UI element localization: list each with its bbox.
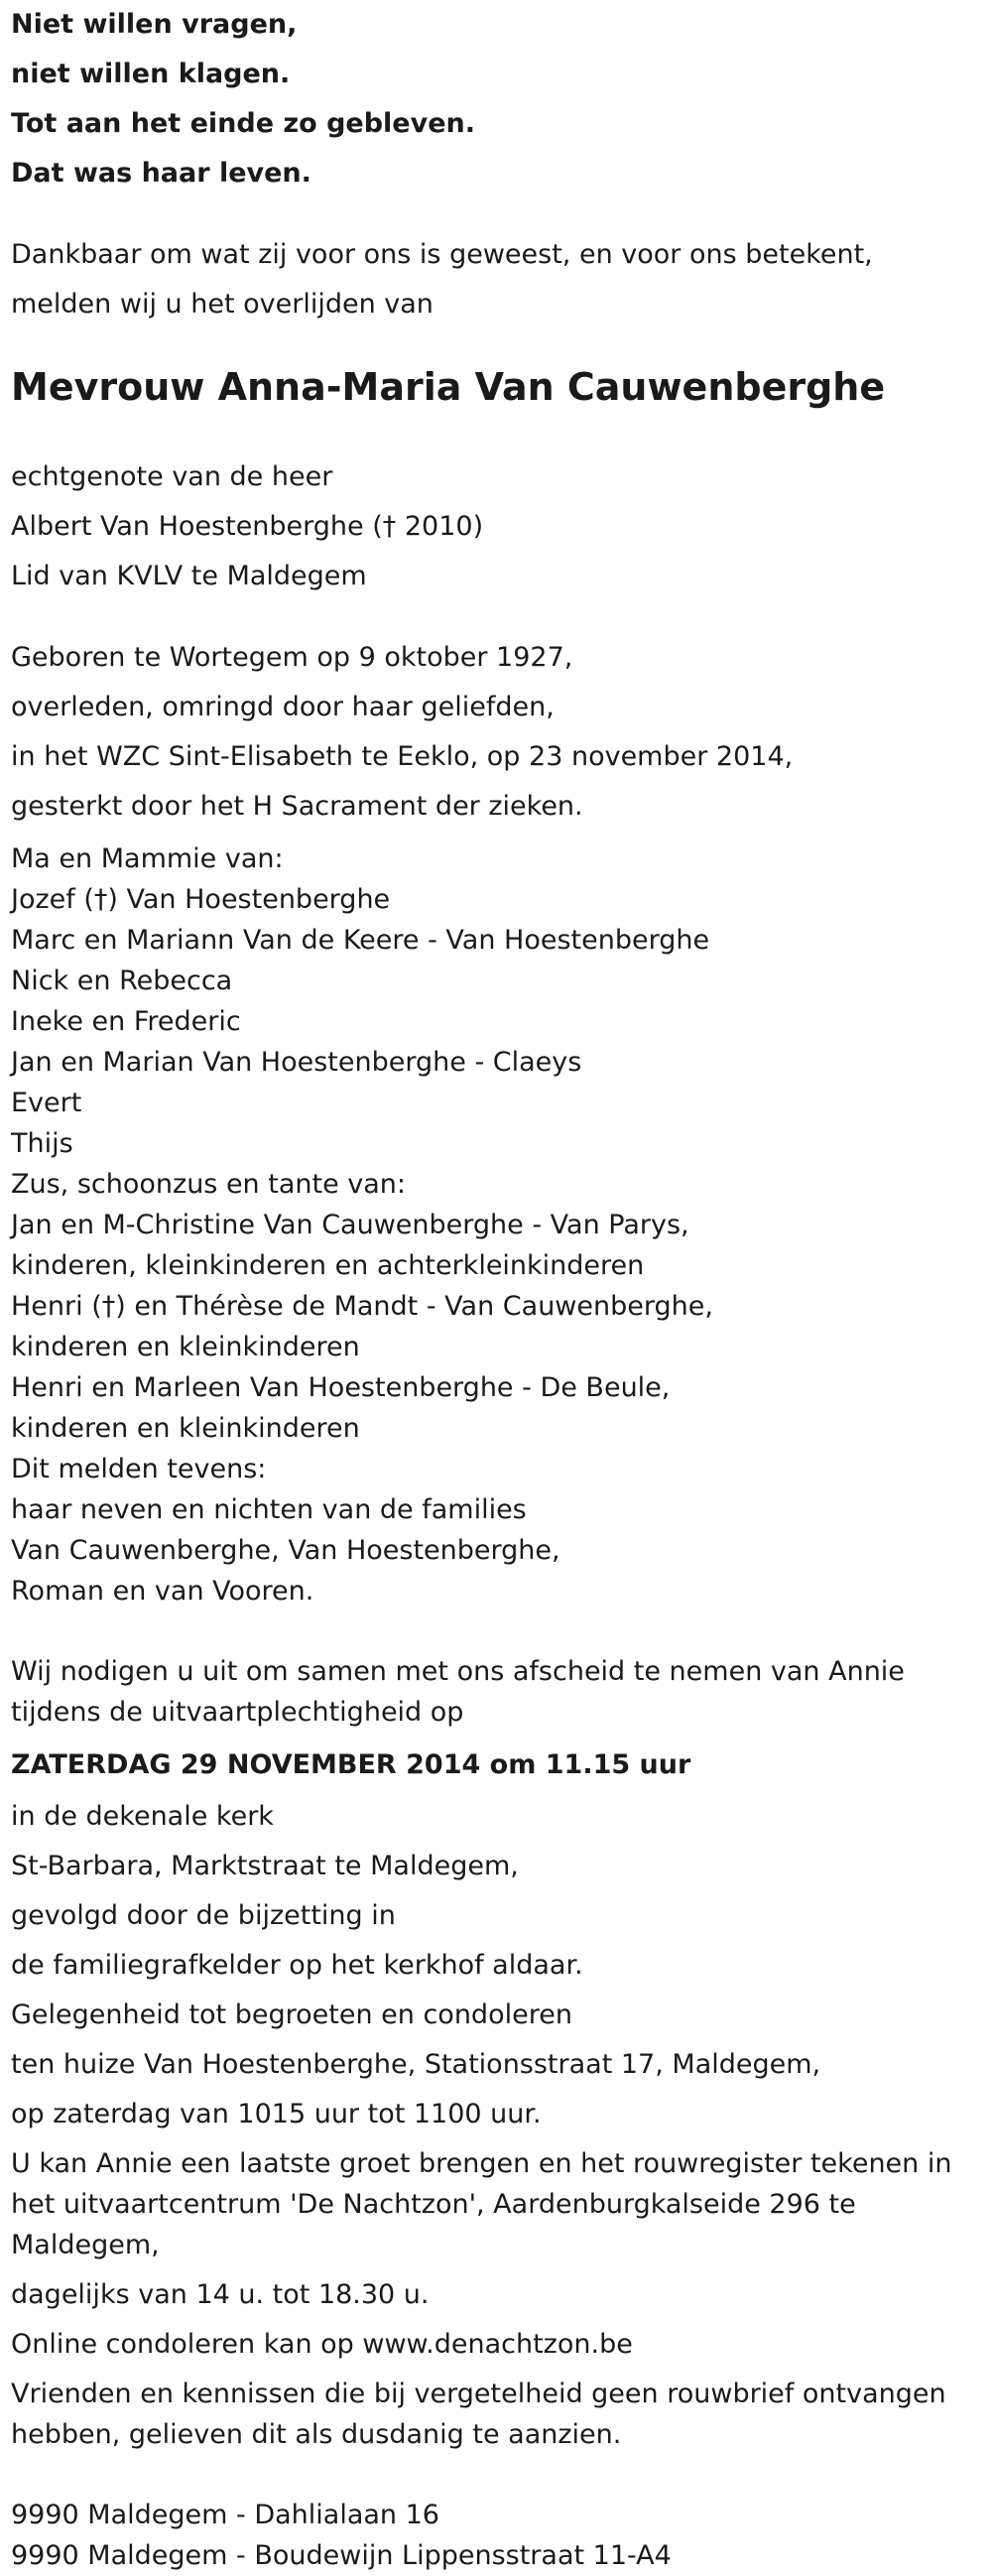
life-line: overleden, omringd door haar geliefden, — [11, 692, 555, 722]
visit-line: Maldegem, — [11, 2230, 160, 2260]
notice-line: hebben, gelieven dit als dusdanig te aanzien. — [11, 2419, 622, 2450]
notice-line: Vrienden en kennissen die bij vergetelheid geen rouwbrief ontvangen — [11, 2379, 946, 2409]
family-line: Dit melden tevens: — [11, 1454, 267, 1484]
online-condolence: Online condoleren kan op www.denachtzon.be — [11, 2329, 633, 2360]
family-line: Jozef (†) Van Hoestenberghe — [11, 884, 391, 915]
family-line: Jan en Marian Van Hoestenberghe - Claeys — [11, 1047, 582, 1078]
family-line: Ma en Mammie van: — [11, 843, 284, 874]
spouse-line: echtgenote van de heer — [11, 461, 333, 492]
family-line: kinderen en kleinkinderen — [11, 1413, 360, 1444]
family-line: Jan en M-Christine Van Cauwenberghe - Van Parys, — [11, 1210, 689, 1240]
ceremony-line: St-Barbara, Marktstraat te Maldegem, — [11, 1851, 519, 1881]
life-line: gesterkt door het H Sacrament der zieken. — [11, 791, 583, 822]
family-line: Evert — [11, 1088, 82, 1118]
family-line: Nick en Rebecca — [11, 966, 233, 996]
family-line: haar neven en nichten van de families — [11, 1494, 527, 1525]
deceased-name: Mevrouw Anna-Maria Van Cauwenberghe — [11, 365, 886, 409]
ceremony-line: ten huize Van Hoestenberghe, Stationsstraat 17, Maldegem, — [11, 2049, 821, 2080]
family-line: Henri (†) en Thérèse de Mandt - Van Cauwenberghe, — [11, 1291, 713, 1322]
family-line: Henri en Marleen Van Hoestenberghe - De Beule, — [11, 1372, 671, 1403]
ceremony-line: in de dekenale kerk — [11, 1801, 274, 1832]
ceremony-line: Gelegenheid tot begroeten en condoleren — [11, 1999, 572, 2030]
family-line: Roman en van Vooren. — [11, 1576, 314, 1607]
family-line: Marc en Mariann Van de Keere - Van Hoestenberghe — [11, 925, 710, 956]
visit-line: U kan Annie een laatste groet brengen en het rouwregister tekenen in — [11, 2148, 952, 2179]
family-line: Thijs — [11, 1128, 73, 1159]
ceremony-line: gevolgd door de bijzetting in — [11, 1900, 396, 1931]
membership-line: Lid van KVLV te Maldegem — [11, 561, 367, 591]
family-line: Zus, schoonzus en tante van: — [11, 1169, 407, 1200]
family-line: kinderen, kleinkinderen en achterkleinkinderen — [11, 1250, 645, 1281]
poem-line: niet willen klagen. — [11, 59, 291, 89]
spouse-line: Albert Van Hoestenberghe († 2010) — [11, 511, 484, 542]
ceremony-line: op zaterdag van 1015 uur tot 1100 uur. — [11, 2099, 542, 2129]
family-line: Ineke en Frederic — [11, 1006, 241, 1037]
family-line: Van Cauwenberghe, Van Hoestenberghe, — [11, 1535, 560, 1566]
ceremony-line: de familiegrafkelder op het kerkhof aldaar. — [11, 1950, 583, 1981]
visit-line: het uitvaartcentrum 'De Nachtzon', Aardenburgkalseide 296 te — [11, 2189, 856, 2220]
address-line: 9990 Maldegem - Dahlialaan 16 — [11, 2500, 439, 2530]
poem-line: Dat was haar leven. — [11, 158, 311, 189]
address-line: 9990 Maldegem - Boudewijn Lippensstraat 11-A4 — [11, 2540, 672, 2571]
funeral-date: ZATERDAG 29 NOVEMBER 2014 om 11.15 uur — [11, 1749, 691, 1780]
life-line: Geboren te Wortegem op 9 oktober 1927, — [11, 642, 573, 673]
invitation-line: Wij nodigen u uit om samen met ons afscheid te nemen van Annie — [11, 1656, 905, 1687]
invitation-line: tijdens de uitvaartplechtigheid op — [11, 1697, 464, 1728]
poem-line: Tot aan het einde zo gebleven. — [11, 108, 476, 139]
poem-line: Niet willen vragen, — [11, 9, 298, 40]
intro-line: Dankbaar om wat zij voor ons is geweest, en voor ons betekent, — [11, 239, 873, 270]
family-line: kinderen en kleinkinderen — [11, 1332, 360, 1362]
life-line: in het WZC Sint-Elisabeth te Eeklo, op 23 november 2014, — [11, 741, 794, 772]
intro-line: melden wij u het overlijden van — [11, 289, 434, 320]
visit-hours: dagelijks van 14 u. tot 18.30 u. — [11, 2279, 430, 2310]
